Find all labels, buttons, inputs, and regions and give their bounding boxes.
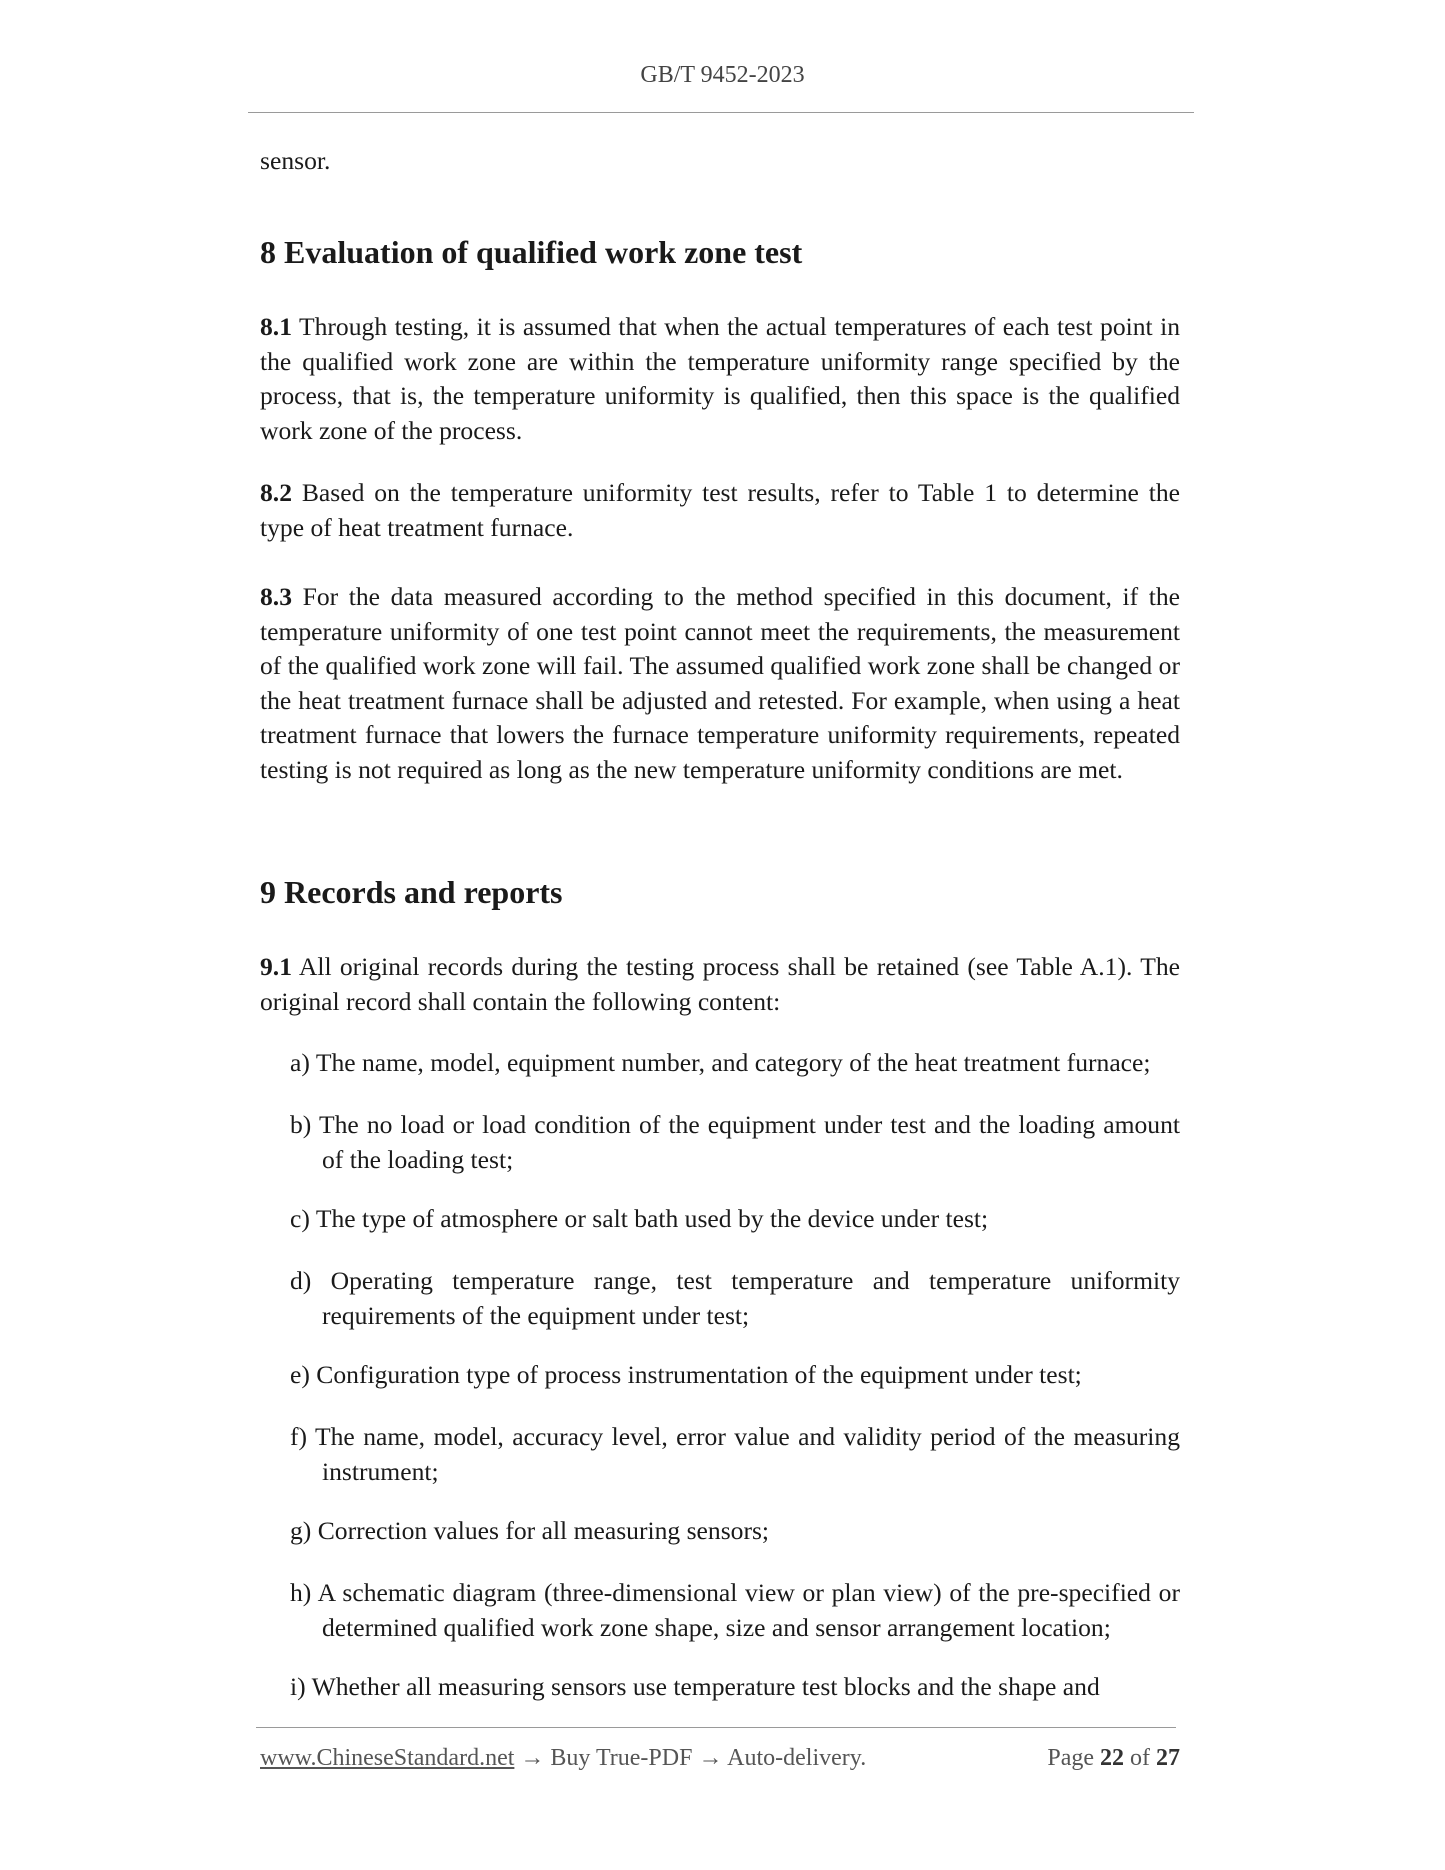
total-pages: 27 (1156, 1745, 1180, 1771)
clause-text: Based on the temperature uniformity test results, refer to Table 1 to determine the type of heat treatment furnace. (260, 478, 1180, 542)
page-header-title: GB/T 9452-2023 (640, 62, 805, 88)
list-item: d) Operating temperature range, test temperature and temperature uniformity requirements of the equipment under test; (290, 1266, 1180, 1330)
clause-text: All original records during the testing process shall be retained (see Table A.1). The original record shall contain the following content: (260, 952, 1180, 1016)
list-item: a) The name, model, equipment number, and category of the heat treatment furnace; (290, 1048, 1151, 1077)
clause-number: 8.1 (260, 312, 292, 341)
footer-divider (256, 1727, 1176, 1728)
arrow-right-icon: → (698, 1745, 723, 1771)
section-8-heading: 8 Evaluation of qualified work zone test (260, 234, 803, 270)
list-item: h) A schematic diagram (three-dimensional view or plan view) of the pre-specified or determined qualified work zone shape, size and sensor arrangement location; (290, 1578, 1180, 1642)
clause-number: 8.3 (260, 582, 292, 611)
site-link[interactable]: www.ChineseStandard.net (260, 1745, 515, 1771)
clause-number: 8.2 (260, 478, 292, 507)
paragraph-9-1 (260, 950, 1180, 1019)
paragraph-8-2 (260, 476, 1180, 545)
buy-text: Buy True-PDF (550, 1745, 693, 1771)
of-label: of (1130, 1745, 1150, 1771)
list-item: b) The no load or load condition of the equipment under test and the loading amount of the loading test; (290, 1110, 1180, 1174)
header-divider (248, 112, 1194, 113)
section-9-heading: 9 Records and reports (260, 874, 563, 910)
list-item: c) The type of atmosphere or salt bath used by the device under test; (290, 1204, 989, 1233)
clause-text: For the data measured according to the method specified in this document, if the temperature uniformity of one test point cannot meet the requirements, the measurement of the qualified work zone will fail. The assumed qualified work zone shall be changed or the heat treatment furnace shall be adjusted and retested. For example, when using a heat treatment furnace that lowers the furnace temperature uniformity requirements, repeated testing is not required as long as the new temperature uniformity conditions are met. (260, 582, 1180, 784)
paragraph-8-3 (260, 580, 1180, 788)
list-item: i) Whether all measuring sensors use temperature test blocks and the shape and (290, 1672, 1100, 1701)
page-number (1047, 1745, 1180, 1772)
footer-promo (260, 1745, 866, 1772)
page-footer (260, 1745, 1180, 1772)
paragraph-8-1 (260, 310, 1180, 448)
current-page: 22 (1100, 1745, 1124, 1771)
arrow-right-icon: → (520, 1745, 545, 1771)
delivery-text: Auto-delivery. (727, 1745, 867, 1771)
list-item: g) Correction values for all measuring sensors; (290, 1516, 770, 1545)
clause-number: 9.1 (260, 952, 292, 981)
page-label: Page (1047, 1745, 1094, 1771)
continuation-text: sensor. (260, 146, 331, 175)
clause-text: Through testing, it is assumed that when the actual temperatures of each test point in the qualified work zone are within the temperature uniformity range specified by the process, that is, the temperature uniformity is qualified, then this space is the qualified work zone of the process. (260, 312, 1180, 445)
list-item: f) The name, model, accuracy level, error value and validity period of the measuring instrument; (290, 1422, 1180, 1486)
list-item: e) Configuration type of process instrumentation of the equipment under test; (290, 1360, 1082, 1389)
